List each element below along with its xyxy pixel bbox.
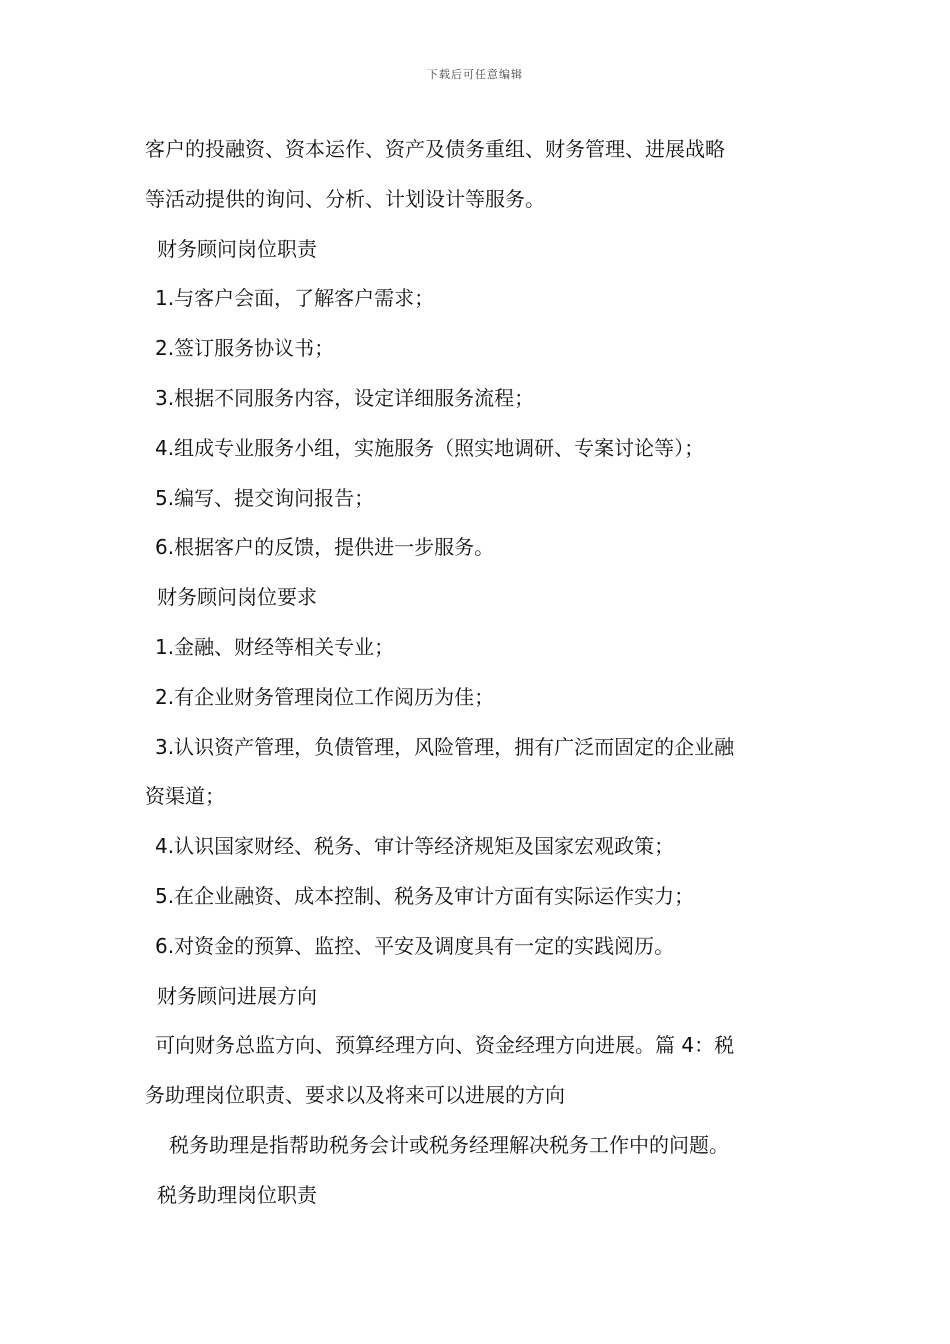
list-item-continuation: 资渠道； — [145, 784, 225, 809]
body-paragraph-line: 务助理岗位职责、要求以及将来可以进展的方向 — [145, 1083, 565, 1108]
list-item: 2.签订服务协议书； — [155, 336, 335, 361]
body-paragraph-line: 等活动提供的询问、分析、计划设计等服务。 — [145, 186, 545, 211]
section-heading-duties: 财务顾问岗位职责 — [157, 236, 317, 261]
list-item: 1.与客户会面，了解客户需求； — [155, 286, 435, 311]
list-item: 3.认识资产管理，负债管理，风险管理，拥有广泛而固定的企业融 — [155, 734, 735, 759]
document-body — [145, 125, 813, 1221]
list-item: 3.根据不同服务内容，设定详细服务流程； — [155, 385, 535, 410]
body-paragraph-line: 客户的投融资、资本运作、资产及债务重组、财务管理、进展战略 — [145, 137, 725, 161]
body-paragraph-line: 税务助理是指帮助税务会计或税务经理解决税务工作中的问题。 — [169, 1132, 729, 1157]
list-item: 6.对资金的预算、监控、平安及调度具有一定的实践阅历。 — [155, 933, 675, 958]
list-item: 2.有企业财务管理岗位工作阅历为佳； — [155, 684, 495, 709]
list-item: 5.在企业融资、成本控制、税务及审计方面有实际运作实力； — [155, 883, 695, 908]
body-paragraph-line: 可向财务总监方向、预算经理方向、资金经理方向进展。篇 4：税 — [155, 1033, 735, 1058]
list-item: 5.编写、提交询问报告； — [155, 485, 375, 510]
list-item: 4.组成专业服务小组，实施服务（照实地调研、专案讨论等）； — [155, 435, 705, 460]
list-item: 1.金融、财经等相关专业； — [155, 634, 395, 659]
section-heading-career-direction: 财务顾问进展方向 — [157, 983, 317, 1008]
list-item: 6.根据客户的反馈，提供进一步服务。 — [155, 535, 495, 560]
section-heading-requirements: 财务顾问岗位要求 — [157, 585, 317, 610]
page-header: 下载后可任意编辑 — [427, 68, 523, 81]
section-heading-tax-assistant-duties: 税务助理岗位职责 — [157, 1182, 317, 1207]
list-item: 4.认识国家财经、税务、审计等经济规矩及国家宏观政策； — [155, 834, 675, 859]
